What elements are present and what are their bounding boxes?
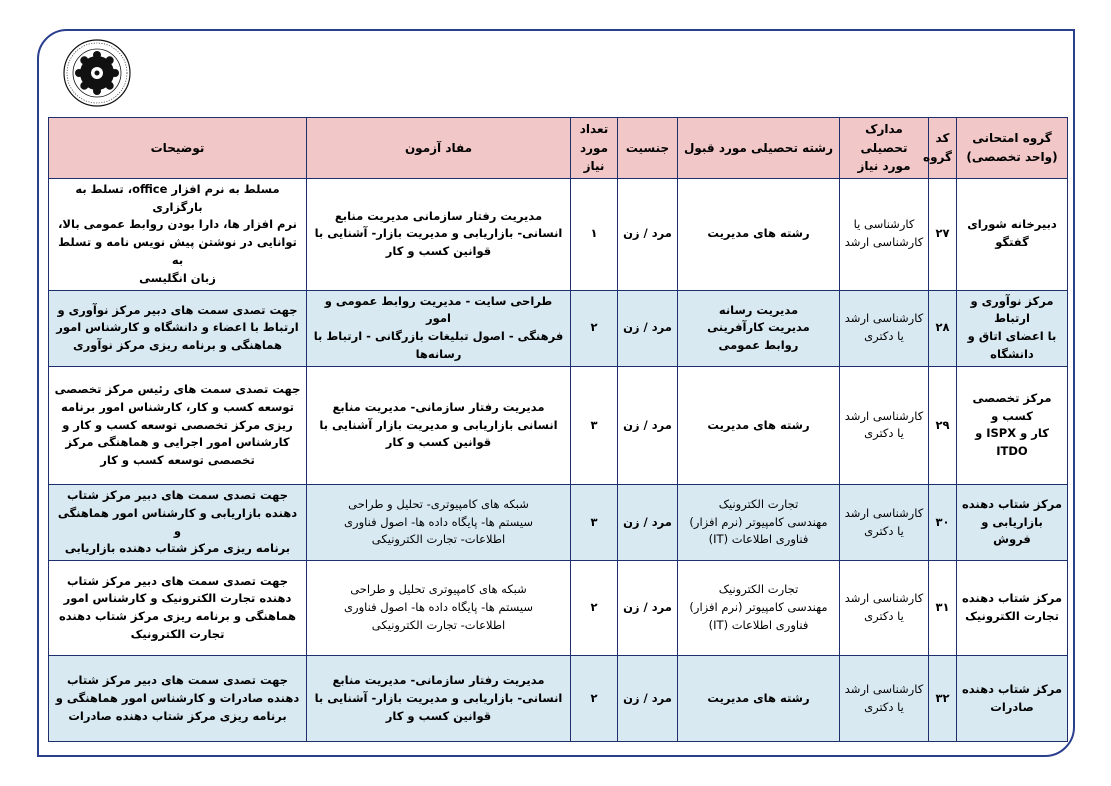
job-requirements-table bbox=[48, 117, 1068, 742]
cell-degree: کارشناسی ارشد یا دکتری bbox=[840, 656, 929, 742]
cell-exam: شبکه های کامپیوتری- تحلیل و طراحی سیستم ها- پایگاه داده ها- اصول فناوری اطلاعات- تجارت الکترونیکی bbox=[307, 484, 571, 560]
cell-group: مرکز شتاب دهنده صادرات bbox=[957, 656, 1068, 742]
cell-code: ۳۰ bbox=[929, 484, 957, 560]
table-row bbox=[49, 290, 1068, 366]
cell-code: ۳۱ bbox=[929, 561, 957, 656]
header-count: تعداد مورد نیاز bbox=[571, 118, 618, 179]
table-row bbox=[49, 178, 1068, 290]
cell-degree: کارشناسی ارشد یا دکتری bbox=[840, 561, 929, 656]
header-field: رشته تحصیلی مورد قبول bbox=[678, 118, 840, 179]
cell-count: ۱ bbox=[571, 178, 618, 290]
cell-group: دبیرخانه شورای گفتگو bbox=[957, 178, 1068, 290]
cell-gender: مرد / زن bbox=[618, 366, 678, 484]
cell-group: مرکز تخصصی کسب و کار و ISPX و ITDO bbox=[957, 366, 1068, 484]
table-row bbox=[49, 484, 1068, 560]
table-row bbox=[49, 366, 1068, 484]
cell-description: جهت تصدی سمت های دبیر مرکز شتاب دهنده صادرات و کارشناس امور هماهنگی و برنامه ریزی مرکز شتاب دهنده صادرات bbox=[49, 656, 307, 742]
table-header-row bbox=[49, 118, 1068, 179]
cell-field: تجارت الکترونیک مهندسی کامپیوتر (نرم افزار) فناوری اطلاعات (IT) bbox=[678, 484, 840, 560]
cell-exam: شبکه های کامپیوتری تحلیل و طراحی سیستم ها- پایگاه داده ها- اصول فناوری اطلاعات- تجارت الکترونیکی bbox=[307, 561, 571, 656]
cell-count: ۳ bbox=[571, 366, 618, 484]
cell-description: جهت تصدی سمت های دبیر مرکز شتاب دهنده تجارت الکترونیک و کارشناس امور هماهنگی و برنامه ریزی مرکز شتاب دهنده تجارت الکترونیک bbox=[49, 561, 307, 656]
cell-field: مدیریت رسانه مدیریت کارآفرینی روابط عمومی bbox=[678, 290, 840, 366]
cell-count: ۲ bbox=[571, 656, 618, 742]
cell-description: مسلط به نرم افزار office، تسلط به بارگزاری نرم افزار ها، دارا بودن روابط عمومی بالا، توانایی در نوشتن پیش نویس نامه و تسلط به زبان انگلیسی bbox=[49, 178, 307, 290]
chamber-logo-icon bbox=[62, 38, 132, 108]
header-degree: مدارک تحصیلی مورد نیاز bbox=[840, 118, 929, 179]
header-description: توضیحات bbox=[49, 118, 307, 179]
table-row bbox=[49, 561, 1068, 656]
cell-field: رشته های مدیریت bbox=[678, 366, 840, 484]
header-exam-group: گروه امتحانی (واحد تخصصی) bbox=[957, 118, 1068, 179]
cell-degree: کارشناسی یا کارشناسی ارشد bbox=[840, 178, 929, 290]
cell-degree: کارشناسی ارشد یا دکتری bbox=[840, 484, 929, 560]
cell-degree: کارشناسی ارشد یا دکتری bbox=[840, 366, 929, 484]
cell-field: رشته های مدیریت bbox=[678, 656, 840, 742]
cell-count: ۲ bbox=[571, 290, 618, 366]
cell-code: ۲۷ bbox=[929, 178, 957, 290]
cell-exam: مدیریت رفتار سازمانی- مدیریت منابع انسانی بازاریابی و مدیریت بازار آشنایی با قوانین کسب و کار bbox=[307, 366, 571, 484]
cell-description: جهت تصدی سمت های دبیر مرکز شتاب دهنده بازاریابی و کارشناس امور هماهنگی و برنامه ریزی مرکز شتاب دهنده بازاریابی bbox=[49, 484, 307, 560]
cell-gender: مرد / زن bbox=[618, 178, 678, 290]
cell-description: جهت تصدی سمت های رئیس مرکز تخصصی توسعه کسب و کار، کارشناس امور برنامه ریزی مرکز تخصصی توسعه کسب و کار و کارشناس امور اجرایی و هماهنگی مرکز تخصصی توسعه کسب و کار bbox=[49, 366, 307, 484]
table-row bbox=[49, 656, 1068, 742]
header-exam-topics: مفاد آزمون bbox=[307, 118, 571, 179]
cell-code: ۲۸ bbox=[929, 290, 957, 366]
cell-count: ۲ bbox=[571, 561, 618, 656]
cell-gender: مرد / زن bbox=[618, 290, 678, 366]
cell-group: مرکز شتاب دهنده بازاریابی و فروش bbox=[957, 484, 1068, 560]
cell-code: ۲۹ bbox=[929, 366, 957, 484]
cell-field: تجارت الکترونیک مهندسی کامپیوتر (نرم افزار) فناوری اطلاعات (IT) bbox=[678, 561, 840, 656]
cell-exam: مدیریت رفتار سازمانی مدیریت منابع انسانی- بازاریابی و مدیریت بازار- آشنایی با قوانین کسب و کار bbox=[307, 178, 571, 290]
cell-exam: طراحی سایت - مدیریت روابط عمومی و امور فرهنگی - اصول تبلیغات بازرگانی - ارتباط با رسانه‌ها bbox=[307, 290, 571, 366]
header-group-code: کد گروه bbox=[929, 118, 957, 179]
cell-group: مرکز شتاب دهنده تجارت الکترونیک bbox=[957, 561, 1068, 656]
cell-description: جهت تصدی سمت های دبیر مرکز نوآوری و ارتباط با اعضاء و دانشگاه و کارشناس امور هماهنگی و برنامه ریزی مرکز نوآوری bbox=[49, 290, 307, 366]
cell-code: ۳۲ bbox=[929, 656, 957, 742]
cell-gender: مرد / زن bbox=[618, 561, 678, 656]
header-gender: جنسیت bbox=[618, 118, 678, 179]
cell-gender: مرد / زن bbox=[618, 656, 678, 742]
cell-count: ۳ bbox=[571, 484, 618, 560]
cell-group: مرکز نوآوری و ارتباط با اعضای اتاق و دانشگاه bbox=[957, 290, 1068, 366]
cell-gender: مرد / زن bbox=[618, 484, 678, 560]
cell-degree: کارشناسی ارشد یا دکتری bbox=[840, 290, 929, 366]
cell-field: رشته های مدیریت bbox=[678, 178, 840, 290]
cell-exam: مدیریت رفتار سازمانی- مدیریت منابع انسانی- بازاریابی و مدیریت بازار- آشنایی با قوانین کسب و کار bbox=[307, 656, 571, 742]
